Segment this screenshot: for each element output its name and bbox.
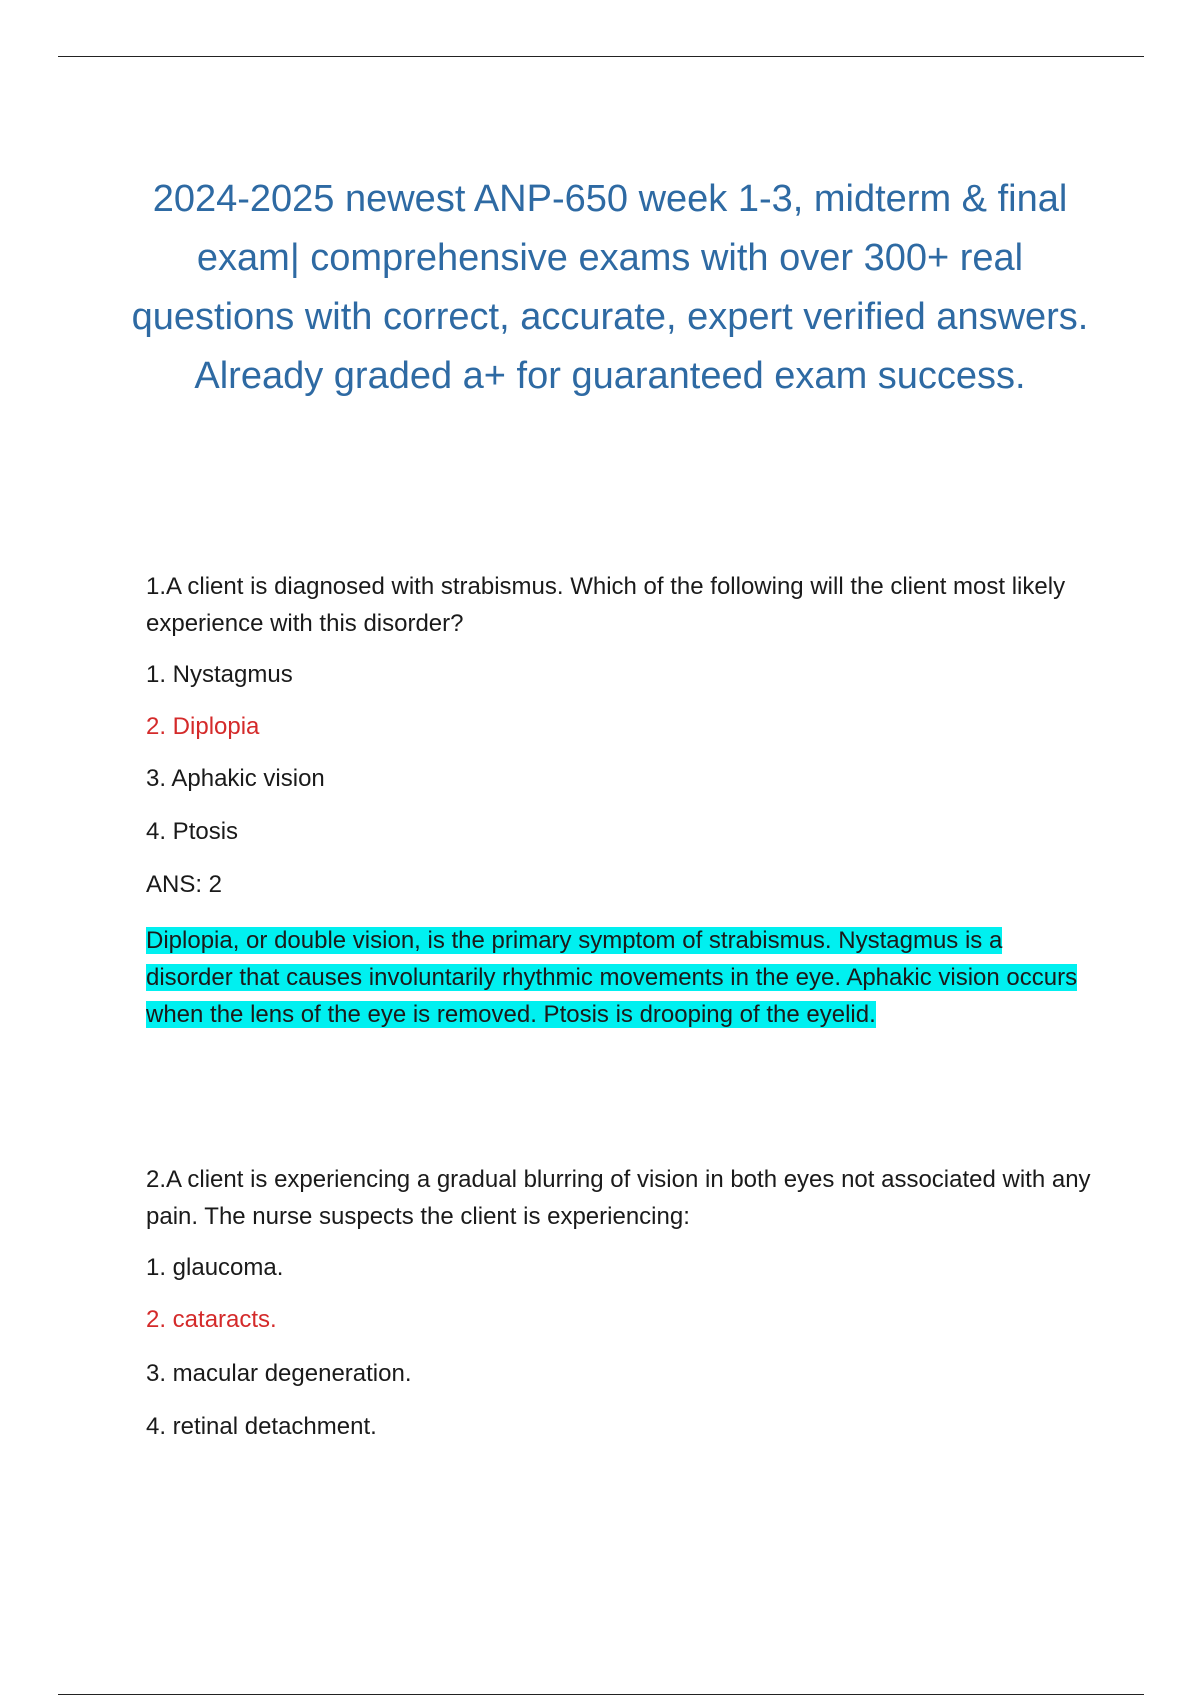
rationale	[146, 922, 1086, 1033]
option-3: 3. macular degeneration.	[146, 1360, 412, 1387]
option-1: 1. glaucoma.	[146, 1254, 284, 1281]
document-title: 2024-2025 newest ANP-650 week 1-3, midterm & final exam| comprehensive exams with over 300+ real questions with correct, accurate, expert verified answers. Already graded a+ for guaranteed exam success.	[131, 178, 1089, 397]
question-stem: 2.A client is experiencing a gradual blurring of vision in both eyes not associated with any pain. The nurse suspects the client is experiencing:	[146, 1166, 1091, 1230]
rationale-text: Diplopia, or double vision, is the primary symptom of strabismus. Nystagmus is a disorder that causes involuntarily rhythmic movements in the eye. Aphakic vision occurs when the lens of the eye is removed. Ptosis is drooping of the eyelid.	[146, 927, 1078, 1028]
option-4: 4. Ptosis	[146, 818, 239, 845]
option-2-correct: 2. cataracts.	[146, 1306, 277, 1333]
question-1	[146, 568, 1096, 1028]
option-3: 3. Aphakic vision	[146, 765, 325, 792]
question-2	[146, 1161, 1096, 1461]
question-stem: 1.A client is diagnosed with strabismus. Which of the following will the client most likely experience with this disorder?	[146, 573, 1066, 637]
option-4: 4. retinal detachment.	[146, 1413, 377, 1440]
option-2-correct: 2. Diplopia	[146, 713, 260, 740]
answer-key: ANS: 2	[146, 871, 223, 898]
footer-rule	[58, 1694, 1144, 1695]
option-1: 1. Nystagmus	[146, 661, 293, 688]
header-rule	[58, 56, 1144, 57]
